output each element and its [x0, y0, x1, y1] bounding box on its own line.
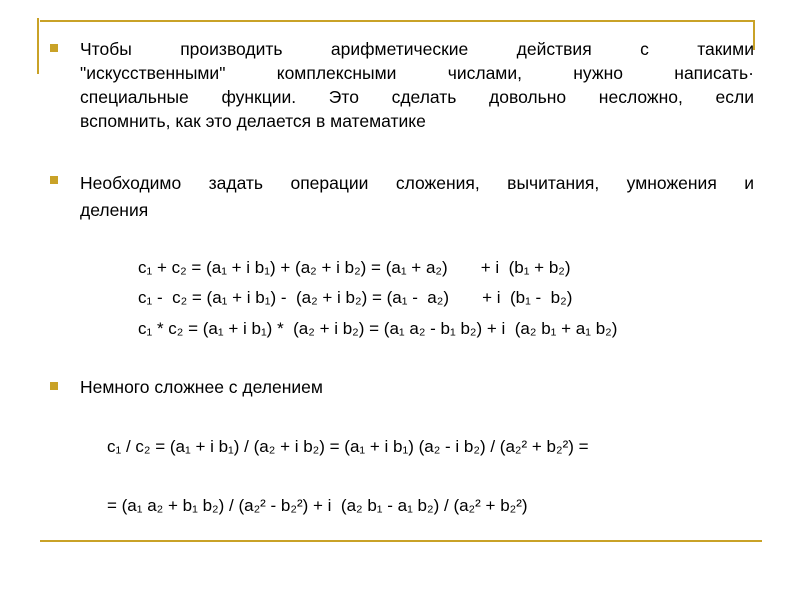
formula-addition: c₁ + c₂ = (a₁ + i b₁) + (a₂ + i b₂) = (a₁ + a₂) + i (b₁ + b₂) [138, 258, 571, 277]
paragraph-line: Необходимо задать операции сложения, вычитания, умножения и [80, 173, 754, 193]
bullet-paragraph-3 [80, 375, 754, 399]
paragraph-line: специальные функции. Это сделать довольно несложно, если [80, 87, 754, 107]
bullet-paragraph-1 [80, 37, 754, 133]
formula-multiplication: c₁ * c₂ = (a₁ + i b₁) * (a₂ + i b₂) = (a₁ a₂ - b₁ b₂) + i (a₂ b₁ + a₁ b₂) [138, 319, 618, 338]
formula-division-line2: = (a₁ a₂ + b₁ b₂) / (a₂² - b₂²) + i (a₂ b₁ - a₁ b₂) / (a₂² + b₂²) [107, 496, 528, 515]
decorative-top-line [40, 20, 755, 22]
paragraph-line: Немного сложнее с делением [80, 377, 323, 397]
bullet-marker-icon [50, 44, 58, 52]
paragraph-line: "искусственными" комплексными числами, нужно написать· [80, 63, 754, 83]
formula-subtraction: c₁ - c₂ = (a₁ + i b₁) - (a₂ + i b₂) = (a₁ - a₂) + i (b₁ - b₂) [138, 288, 573, 307]
formula-division-line1: c₁ / c₂ = (a₁ + i b₁) / (a₂ + i b₂) = (a₁ + i b₁) (a₂ - i b₂) / (a₂² + b₂²) = [107, 437, 589, 456]
paragraph-line: деления [80, 200, 149, 220]
decorative-bottom-line [40, 540, 762, 542]
paragraph-line: Чтобы производить арифметические действия с такими [80, 39, 754, 59]
bullet-marker-icon [50, 176, 58, 184]
bullet-paragraph-2 [80, 170, 754, 224]
decorative-left-line [37, 18, 39, 74]
paragraph-line: вспомнить, как это делается в математике [80, 111, 426, 131]
bullet-marker-icon [50, 382, 58, 390]
